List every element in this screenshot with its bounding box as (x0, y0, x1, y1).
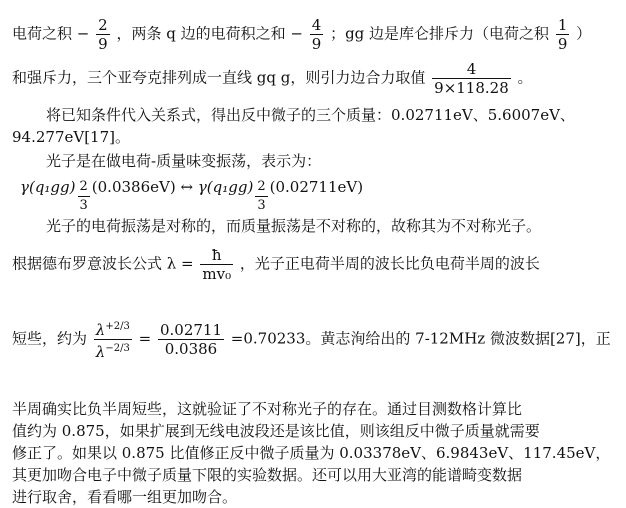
text-run: 根据德布罗意波长公式 λ = (12, 254, 194, 273)
numerator: 2 (257, 179, 266, 194)
numerator: 2 (79, 179, 88, 194)
text-line: 值约为 0.875，如果扩展到无线电波段还是该比值，则该组反中微子质量就需要 (12, 422, 540, 440)
denominator: 9 (98, 35, 108, 53)
text-line: 其更加吻合电子中微子质量下限的实验数据。还可以用大亚湾的能谱畸变数据 (12, 466, 523, 484)
equation (20, 178, 363, 215)
fraction (432, 60, 511, 97)
text-run: g，则引力边合力取值 (280, 68, 426, 87)
arrow: ↔ (180, 178, 194, 196)
exponent (255, 178, 267, 215)
numerator: 4 (466, 60, 477, 78)
text-line: 短些，约为 $\frac{\lambda^{+2/3}}{\lambda^{-2/3}}$ = $\frac{0.02711}{0.0386}$ =0.70233。黄志洵给出的 7-12MHz 微波数据[27]，正 (12, 318, 618, 361)
text-run: 边的电荷积之和 − (180, 24, 303, 43)
text-run: ） (576, 24, 592, 43)
lambda: λ (95, 343, 106, 361)
text-line: 进行取舍，看看哪一组更加吻合。 (12, 488, 238, 506)
fraction (158, 321, 224, 358)
exponent: −2/3 (105, 343, 130, 354)
denominator: 9 (557, 35, 568, 53)
fraction (310, 16, 324, 53)
text-run: ，光子正电荷半周的波长比负电荷半周的波长 (239, 254, 540, 273)
text-line: 修正了。如果以 0.875 比值修正反中微子质量为 0.03378eV、6.9843eV、117.45eV， (12, 444, 611, 462)
fraction (96, 16, 110, 53)
text-run: 短些，约为 (12, 329, 88, 348)
equation-term: γ(q₁gg) (20, 178, 76, 196)
text-run: 电荷之积 − (12, 24, 90, 43)
text-run: 和强斥力，三个亚夸克排列成一直线 gq (12, 68, 276, 87)
denominator: 9×118.28 (434, 79, 509, 97)
text-run: ；gg 边是库仑排斥力（电荷之积 (330, 24, 550, 43)
fraction (556, 16, 570, 53)
text-run: =0.70233。黄志洵给出的 7-12MHz 微波数据[27]，正 (230, 329, 611, 348)
denominator: mv₀ (202, 265, 232, 283)
text-line (12, 246, 618, 283)
text-line: 光子是在做电荷-质量味变振荡，表示为： (46, 152, 322, 170)
numerator: 0.02711 (159, 321, 222, 339)
equation-value: (0.0386eV) (91, 178, 176, 196)
text-line (12, 16, 618, 53)
fraction (200, 246, 233, 283)
numerator: ħ (211, 246, 222, 264)
equation-term: γ(q₁gg) (197, 178, 254, 196)
denominator: 3 (257, 198, 266, 213)
denominator: 0.0386 (158, 339, 224, 358)
numerator: 1 (557, 16, 568, 34)
numerator: 4 (311, 16, 322, 34)
text-line (12, 60, 618, 97)
numerator: 2 (98, 16, 108, 34)
numerator (94, 318, 132, 339)
denominator: 3 (79, 198, 88, 213)
text-run: ，两条 q (116, 24, 176, 43)
text-line: 光子的电荷振荡是对称的，而质量振荡是不对称的，故称其为不对称光子。 (46, 217, 542, 235)
text-line: 将已知条件代入关系式，得出反中微子的三个质量：0.02711eV、5.6007eV、 (46, 106, 575, 124)
text-run: 。 (517, 68, 533, 87)
equation-value: (0.02711eV) (269, 178, 364, 196)
lambda: λ (95, 321, 106, 339)
exponent: +2/3 (105, 321, 130, 332)
exponent (78, 178, 90, 215)
text-line: 半周确实比负半周短些，这就验证了不对称光子的存在。通过目测数格计算比 (12, 400, 523, 418)
fraction (94, 318, 132, 361)
denominator (94, 339, 132, 361)
denominator: 9 (311, 35, 322, 53)
text-line: 94.277eV[17]。 (12, 128, 130, 146)
